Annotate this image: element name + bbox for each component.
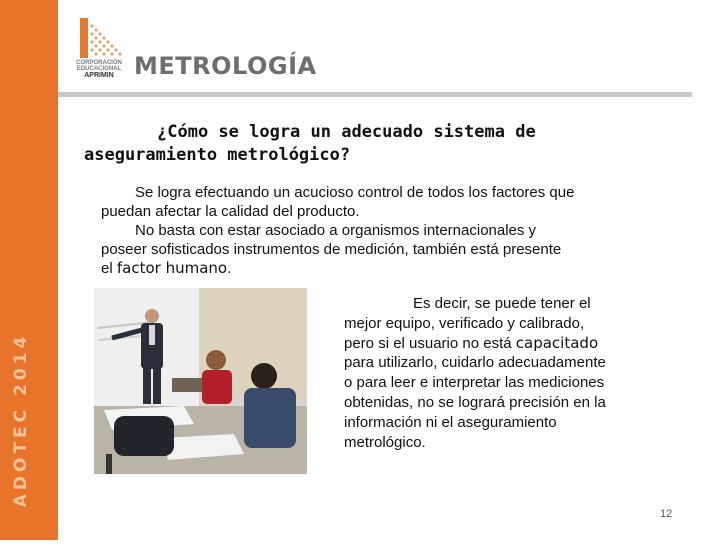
paragraph-3 [344, 294, 674, 452]
paragraph-1-line1: Se logra efectuando un acucioso control de todos los factores que [135, 184, 575, 201]
paragraph-2-emphasis: factor humano [116, 259, 228, 277]
logo-text-line1: CORPORACIÓN [76, 60, 122, 66]
paragraph-2-line3-prefix: el [101, 260, 113, 277]
classroom-photo [94, 288, 307, 474]
side-bar-label: ADOTEC 2014 [11, 332, 31, 508]
logo-text-line2: EDUCACIONAL [76, 66, 122, 72]
page-title: METROLOGÍA [134, 52, 317, 80]
paragraph-3-line6: obtenidas, no se logrará precisión en la [344, 393, 606, 411]
paragraph-3-line2: mejor equipo, verificado y calibrado, [344, 314, 585, 332]
logo-mark-icon [74, 16, 124, 60]
header-divider [58, 92, 692, 97]
question-line1: ¿Cómo se logra un adecuado sistema de [157, 122, 536, 142]
paragraph-2-line1: No basta con estar asociado a organismos internacionales y [135, 222, 537, 239]
aprimin-logo [74, 16, 124, 82]
paragraph-3-line7: información ni el aseguramiento [344, 413, 557, 431]
paragraph-2-line3-suffix: . [227, 260, 232, 277]
paragraph-1 [101, 183, 681, 221]
logo-text-line3: APRIMIN [84, 72, 114, 79]
page-number: 12 [660, 508, 673, 520]
paragraph-3-line4: para utilizarlo, cuidarlo adecuadamente [344, 354, 606, 372]
paragraph-3-emphasis: capacitado [515, 333, 599, 352]
paragraph-3-line8: metrológico. [344, 433, 426, 451]
paragraph-3-line1: Es decir, se puede tener el [413, 295, 591, 312]
paragraph-1-line2: puedan afectar la calidad del producto. [101, 203, 360, 220]
question-line2: aseguramiento metrológico? [84, 145, 351, 165]
question-heading [84, 121, 644, 167]
paragraph-3-line5: o para leer e interpretar las mediciones [344, 374, 605, 392]
paragraph-3-line3-prefix: pero si el usuario no está [344, 334, 512, 352]
paragraph-2 [101, 221, 681, 278]
paragraph-2-line2: poseer sofisticados instrumentos de medición, también está presente [101, 241, 562, 258]
side-bar [0, 0, 58, 540]
